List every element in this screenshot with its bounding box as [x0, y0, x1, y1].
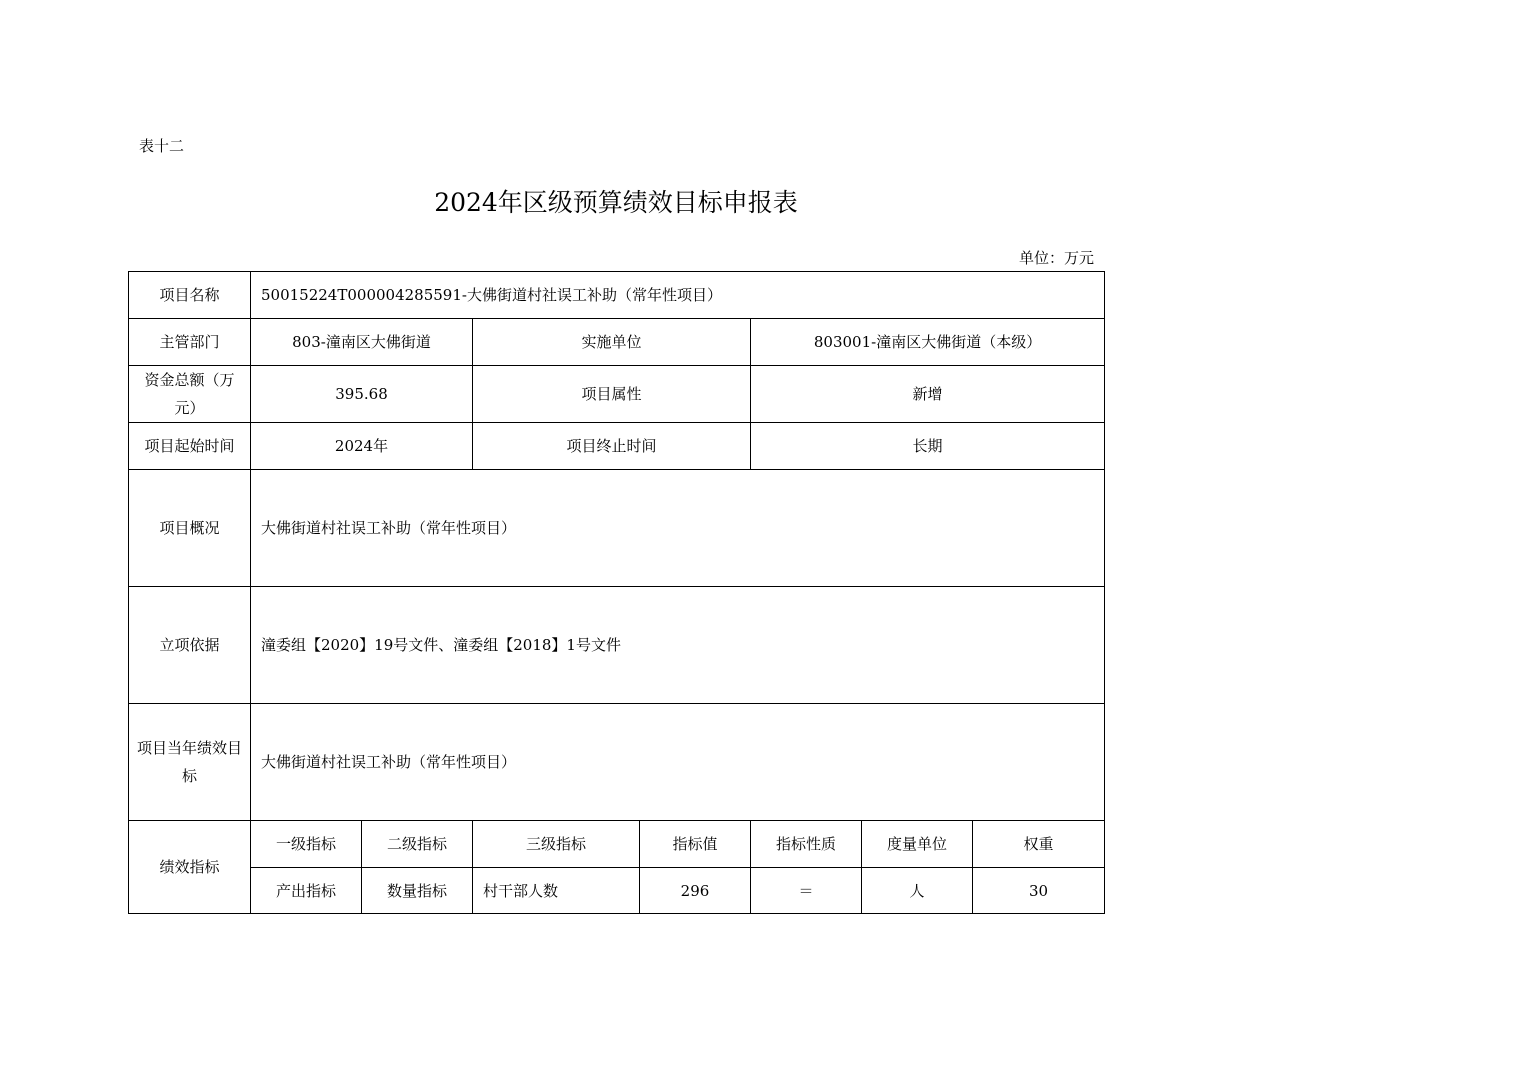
end-time-value: 长期 [751, 423, 1105, 470]
start-time-label: 项目起始时间 [129, 423, 251, 470]
indicator-header: 指标性质 [751, 821, 862, 868]
department-row [129, 319, 1105, 366]
indicator-header: 权重 [973, 821, 1105, 868]
project-name-row [129, 272, 1105, 319]
unit-label: 单位：万元 [1018, 249, 1094, 267]
department-label: 主管部门 [129, 319, 251, 366]
funding-total-value: 395.68 [251, 366, 473, 423]
funding-total-label: 资金总额（万元） [129, 366, 251, 423]
basis-label: 立项依据 [129, 587, 251, 704]
indicator-header: 指标值 [640, 821, 751, 868]
period-row [129, 423, 1105, 470]
indicator-cell: 数量指标 [362, 868, 473, 914]
implementing-unit-value: 803001-潼南区大佛街道（本级） [751, 319, 1105, 366]
indicator-header: 二级指标 [362, 821, 473, 868]
project-attribute-value: 新增 [751, 366, 1105, 423]
overview-row [129, 470, 1105, 587]
indicator-header: 三级指标 [473, 821, 640, 868]
goal-value: 大佛街道村社误工补助（常年性项目） [251, 704, 1105, 821]
indicator-header: 度量单位 [862, 821, 973, 868]
indicator-cell: 产出指标 [251, 868, 362, 914]
end-time-label: 项目终止时间 [473, 423, 751, 470]
indicator-cell: 村干部人数 [473, 868, 640, 914]
indicator-row [129, 868, 1105, 914]
goal-label: 项目当年绩效目标 [129, 704, 251, 821]
implementing-unit-label: 实施单位 [473, 319, 751, 366]
indicator-header: 一级指标 [251, 821, 362, 868]
goal-row [129, 704, 1105, 821]
table-number-label: 表十二 [139, 137, 185, 155]
indicators-label: 绩效指标 [129, 821, 251, 914]
project-name-value: 50015224T000004285591-大佛街道村社误工补助（常年性项目） [251, 272, 1105, 319]
indicator-header-row [129, 821, 1105, 868]
indicator-cell: ＝ [751, 868, 862, 914]
indicator-cell: 人 [862, 868, 973, 914]
overview-label: 项目概况 [129, 470, 251, 587]
start-time-value: 2024年 [251, 423, 473, 470]
indicator-cell: 30 [973, 868, 1105, 914]
budget-performance-table [128, 271, 1105, 914]
basis-row [129, 587, 1105, 704]
project-attribute-label: 项目属性 [473, 366, 751, 423]
project-name-label: 项目名称 [129, 272, 251, 319]
overview-value: 大佛街道村社误工补助（常年性项目） [251, 470, 1105, 587]
funding-row [129, 366, 1105, 423]
department-value: 803-潼南区大佛街道 [251, 319, 473, 366]
basis-value: 潼委组【2020】19号文件、潼委组【2018】1号文件 [251, 587, 1105, 704]
indicator-cell: 296 [640, 868, 751, 914]
document-title: 2024年区级预算绩效目标申报表 [434, 188, 798, 217]
